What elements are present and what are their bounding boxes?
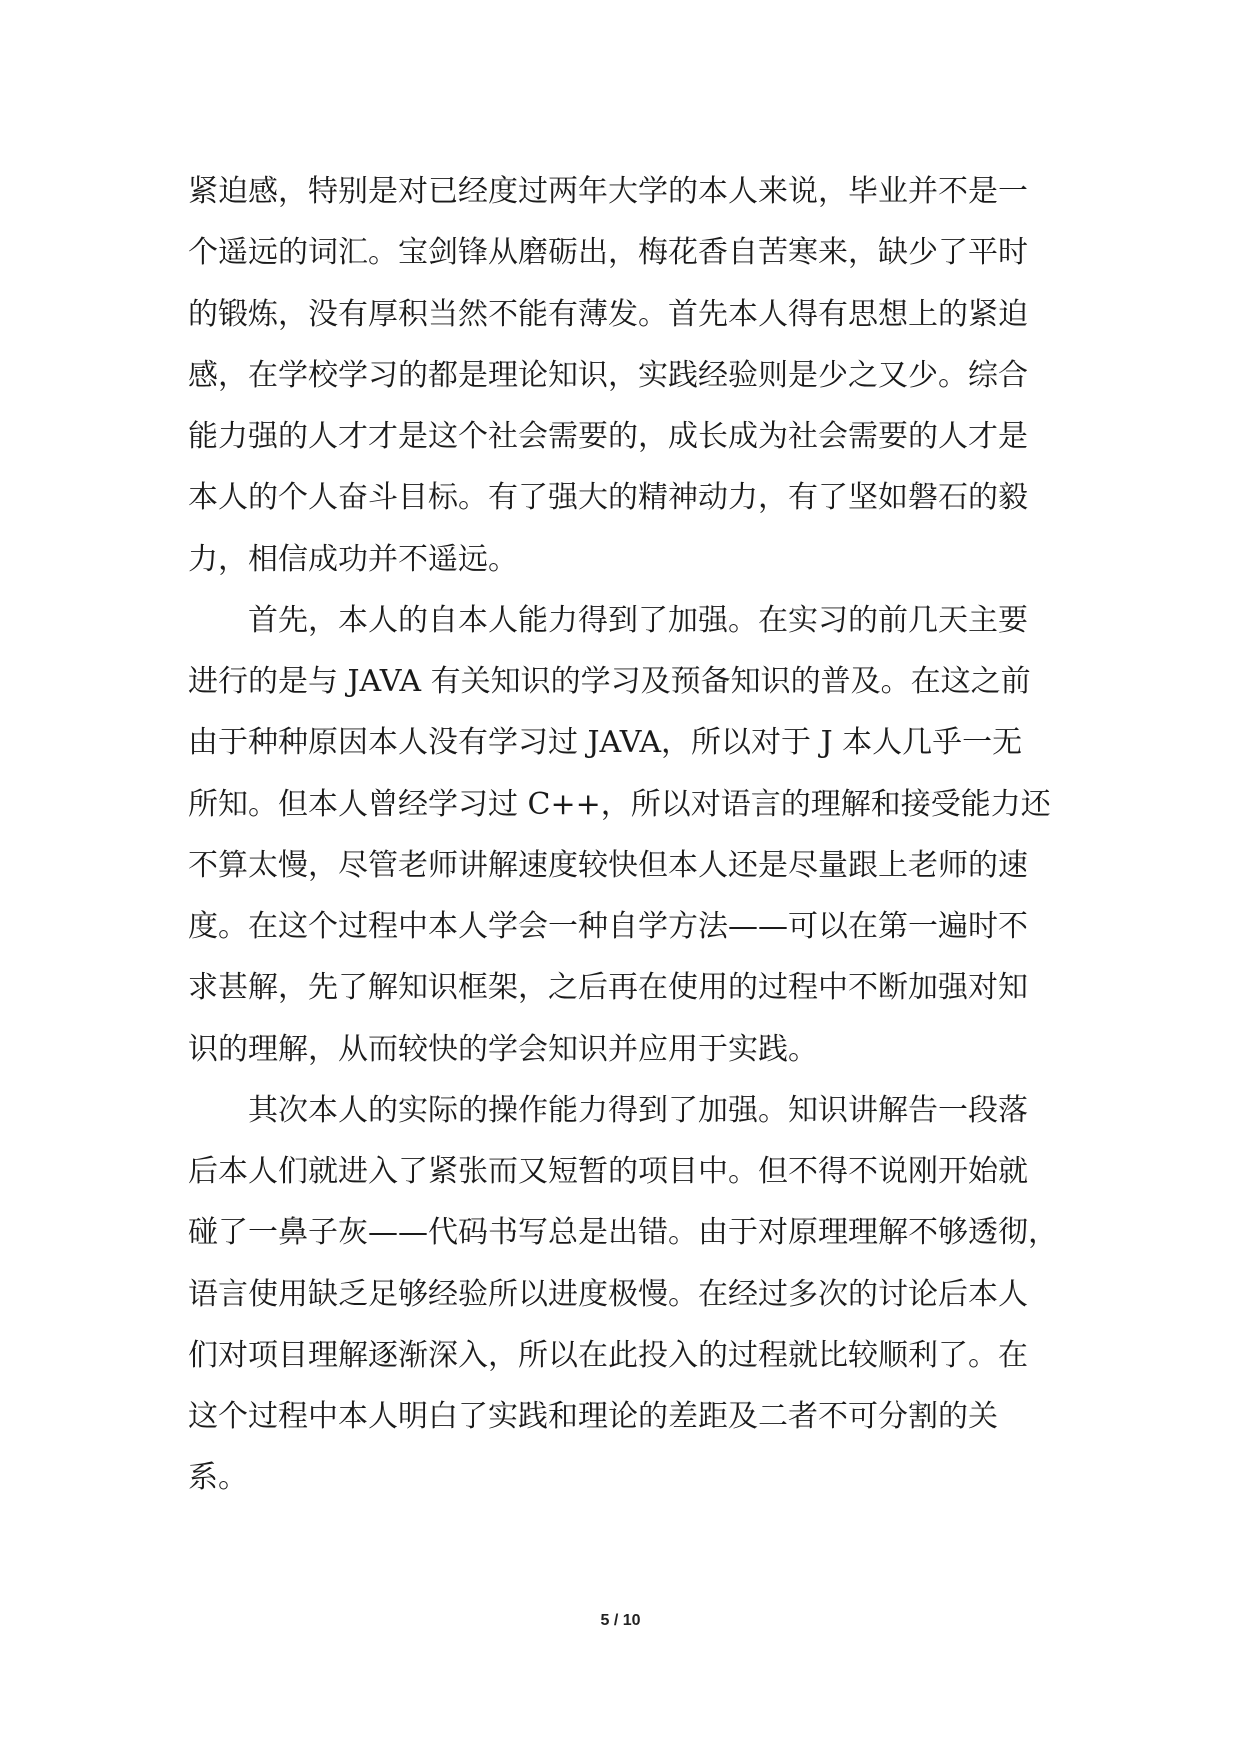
- text-line: 后本人们就进入了紧张而又短暂的项目中。但不得不说刚开始就: [188, 1154, 1028, 1189]
- page-number: 5 / 10: [600, 1612, 641, 1629]
- text-line: 由于种种原因本人没有学习过 JAVA，所以对于 J 本人几乎一无: [188, 725, 1023, 761]
- text-line: 这个过程中本人明白了实践和理论的差距及二者不可分割的关: [188, 1399, 998, 1434]
- text-line: 进行的是与 JAVA 有关知识的学习及预备知识的普及。在这之前: [188, 664, 1031, 699]
- text-line: 力，相信成功并不遥远。: [188, 541, 518, 577]
- body-text: [188, 161, 1058, 1509]
- text-line: 度。在这个过程中本人学会一种自学方法——可以在第一遍时不: [188, 909, 1028, 944]
- text-line: 个遥远的词汇。宝剑锋从磨砺出，梅花香自苦寒来，缺少了平时: [188, 235, 1028, 271]
- text-line: 系。: [188, 1460, 248, 1496]
- text-line: 们对项目理解逐渐深入，所以在此投入的过程就比较顺利了。在: [188, 1337, 1028, 1373]
- text-line: 碰了一鼻子灰——代码书写总是出错。由于对原理理解不够透彻，: [188, 1215, 1058, 1251]
- text-line: 不算太慢，尽管老师讲解速度较快但本人还是尽量跟上老师的速: [188, 847, 1028, 883]
- text-line: 的锻炼，没有厚积当然不能有薄发。首先本人得有思想上的紧迫: [188, 296, 1028, 332]
- text-line: 本人的个人奋斗目标。有了强大的精神动力，有了坚如磐石的毅: [188, 480, 1028, 516]
- text-line: 所知。但本人曾经学习过 C++，所以对语言的理解和接受能力还: [188, 786, 1051, 822]
- text-line: 感，在学校学习的都是理论知识，实践经验则是少之又少。综合: [188, 357, 1028, 393]
- text-line: 语言使用缺乏足够经验所以进度极慢。在经过多次的讨论后本人: [188, 1276, 1028, 1312]
- text-line: 其次本人的实际的操作能力得到了加强。知识讲解告一段落: [188, 1092, 1028, 1128]
- text-line: 紧迫感，特别是对已经度过两年大学的本人来说，毕业并不是一: [188, 174, 1028, 209]
- text-line: 识的理解，从而较快的学会知识并应用于实践。: [188, 1031, 818, 1067]
- text-line: 能力强的人才才是这个社会需要的，成长成为社会需要的人才是: [188, 419, 1028, 454]
- text-line: 首先，本人的自本人能力得到了加强。在实习的前几天主要: [188, 602, 1028, 638]
- text-line: 求甚解，先了解知识框架，之后再在使用的过程中不断加强对知: [188, 970, 1028, 1006]
